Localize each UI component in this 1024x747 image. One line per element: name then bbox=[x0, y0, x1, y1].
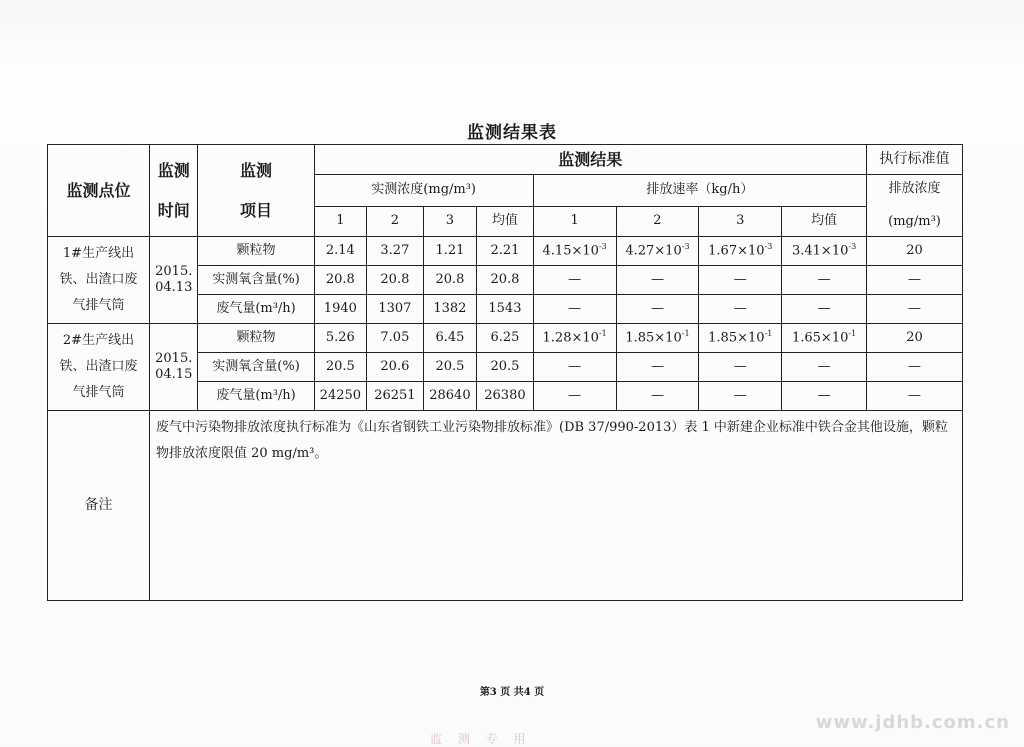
header-rate-1: 1 bbox=[533, 207, 616, 237]
value-cell: 1940 bbox=[314, 295, 367, 324]
header-item: 监测 项目 bbox=[198, 145, 314, 237]
rate-cell: — bbox=[616, 295, 699, 324]
value-cell: 20.8 bbox=[477, 266, 534, 295]
value-cell: 6.45 bbox=[423, 324, 477, 353]
header-rate-3: 3 bbox=[699, 207, 782, 237]
item-cell: 废气量(m³/h) bbox=[198, 382, 314, 411]
header-rate-average: 均值 bbox=[782, 207, 867, 237]
remarks-label: 备注 bbox=[48, 411, 150, 601]
standard-cell: 20 bbox=[867, 324, 963, 353]
value-cell: 24250 bbox=[314, 382, 367, 411]
time-cell: 2015. 04.13 bbox=[150, 237, 198, 324]
standard-cell: — bbox=[867, 266, 963, 295]
header-sample-1: 1 bbox=[314, 207, 367, 237]
rate-cell: — bbox=[533, 266, 616, 295]
location-cell: 1#生产线出 铁、出渣口废 气排气筒 bbox=[48, 237, 150, 324]
value-cell: 1307 bbox=[367, 295, 424, 324]
header-time: 监测 时间 bbox=[150, 145, 198, 237]
value-cell: 20.8 bbox=[423, 266, 477, 295]
value-cell: 20.5 bbox=[477, 353, 534, 382]
item-cell: 颗粒物 bbox=[198, 237, 314, 266]
rate-cell: — bbox=[616, 266, 699, 295]
time-cell: 2015. 04.15 bbox=[150, 324, 198, 411]
watermark: www.jdhb.com.cn bbox=[815, 712, 1010, 733]
value-cell: 20.5 bbox=[423, 353, 477, 382]
table-title: 监测结果表 bbox=[467, 123, 557, 143]
header-emission-conc: 排放浓度 (mg/m³) bbox=[867, 175, 963, 237]
rate-cell: $1.85\times 10^{-1}$ bbox=[699, 324, 782, 353]
value-cell: 20.8 bbox=[314, 266, 367, 295]
value-cell: 3.27 bbox=[367, 237, 424, 266]
monitoring-results-table bbox=[47, 144, 963, 601]
rate-cell: — bbox=[782, 295, 867, 324]
rate-cell: $1.28\times 10^{-1}$ bbox=[533, 324, 616, 353]
rate-cell: — bbox=[533, 353, 616, 382]
standard-cell: — bbox=[867, 353, 963, 382]
rate-cell: — bbox=[699, 353, 782, 382]
header-sample-2: 2 bbox=[367, 207, 424, 237]
value-cell: 1382 bbox=[423, 295, 477, 324]
remarks-text: 废气中污染物排放浓度执行标准为《山东省钢铁工业污染物排放标准》(DB 37/990-2013）表 1 中新建企业标准中铁合金其他设施，颗粒物排放浓度限值 20 mg/m³。 bbox=[150, 411, 963, 601]
rate-cell: — bbox=[616, 382, 699, 411]
rate-cell: $4.27\times 10^{-3}$ bbox=[616, 237, 699, 266]
rate-cell: — bbox=[699, 382, 782, 411]
standard-cell: — bbox=[867, 295, 963, 324]
value-cell: 2.14 bbox=[314, 237, 367, 266]
rate-cell: — bbox=[616, 353, 699, 382]
value-cell: 20.6 bbox=[367, 353, 424, 382]
value-cell: 7.05 bbox=[367, 324, 424, 353]
value-cell: 20.8 bbox=[367, 266, 424, 295]
header-standard: 执行标准值 bbox=[867, 145, 963, 175]
standard-cell: — bbox=[867, 382, 963, 411]
value-cell: 20.5 bbox=[314, 353, 367, 382]
value-cell: 5.26 bbox=[314, 324, 367, 353]
rate-cell: — bbox=[782, 353, 867, 382]
header-location: 监测点位 bbox=[48, 145, 150, 237]
value-cell: 1.21 bbox=[423, 237, 477, 266]
page-number: 第3 页 共4 页 bbox=[479, 687, 545, 698]
value-cell: 1543 bbox=[477, 295, 534, 324]
rate-cell: — bbox=[782, 266, 867, 295]
header-sample-3: 3 bbox=[423, 207, 477, 237]
rate-cell: — bbox=[699, 266, 782, 295]
value-cell: 28640 bbox=[423, 382, 477, 411]
header-measured-conc: 实测浓度(mg/m³) bbox=[314, 175, 533, 207]
header-emission-rate: 排放速率（kg/h） bbox=[533, 175, 866, 207]
rate-cell: $4.15\times 10^{-3}$ bbox=[533, 237, 616, 266]
rate-cell: — bbox=[782, 382, 867, 411]
rate-cell: $1.65\times 10^{-1}$ bbox=[782, 324, 867, 353]
value-cell: 6.25 bbox=[477, 324, 534, 353]
standard-cell: 20 bbox=[867, 237, 963, 266]
header-average: 均值 bbox=[477, 207, 534, 237]
item-cell: 实测氧含量(%) bbox=[198, 266, 314, 295]
value-cell: 2.21 bbox=[477, 237, 534, 266]
item-cell: 颗粒物 bbox=[198, 324, 314, 353]
rate-cell: $1.67\times 10^{-3}$ bbox=[699, 237, 782, 266]
item-cell: 实测氧含量(%) bbox=[198, 353, 314, 382]
header-results: 监测结果 bbox=[314, 145, 866, 175]
location-cell: 2#生产线出 铁、出渣口废 气排气筒 bbox=[48, 324, 150, 411]
value-cell: 26380 bbox=[477, 382, 534, 411]
stamp-fragment: 监 测 专 用 bbox=[430, 732, 532, 746]
rate-cell: $1.85\times 10^{-1}$ bbox=[616, 324, 699, 353]
rate-cell: $3.41\times 10^{-3}$ bbox=[782, 237, 867, 266]
rate-cell: — bbox=[533, 295, 616, 324]
rate-cell: — bbox=[533, 382, 616, 411]
rate-cell: — bbox=[699, 295, 782, 324]
item-cell: 废气量(m³/h) bbox=[198, 295, 314, 324]
value-cell: 26251 bbox=[367, 382, 424, 411]
header-rate-2: 2 bbox=[616, 207, 699, 237]
